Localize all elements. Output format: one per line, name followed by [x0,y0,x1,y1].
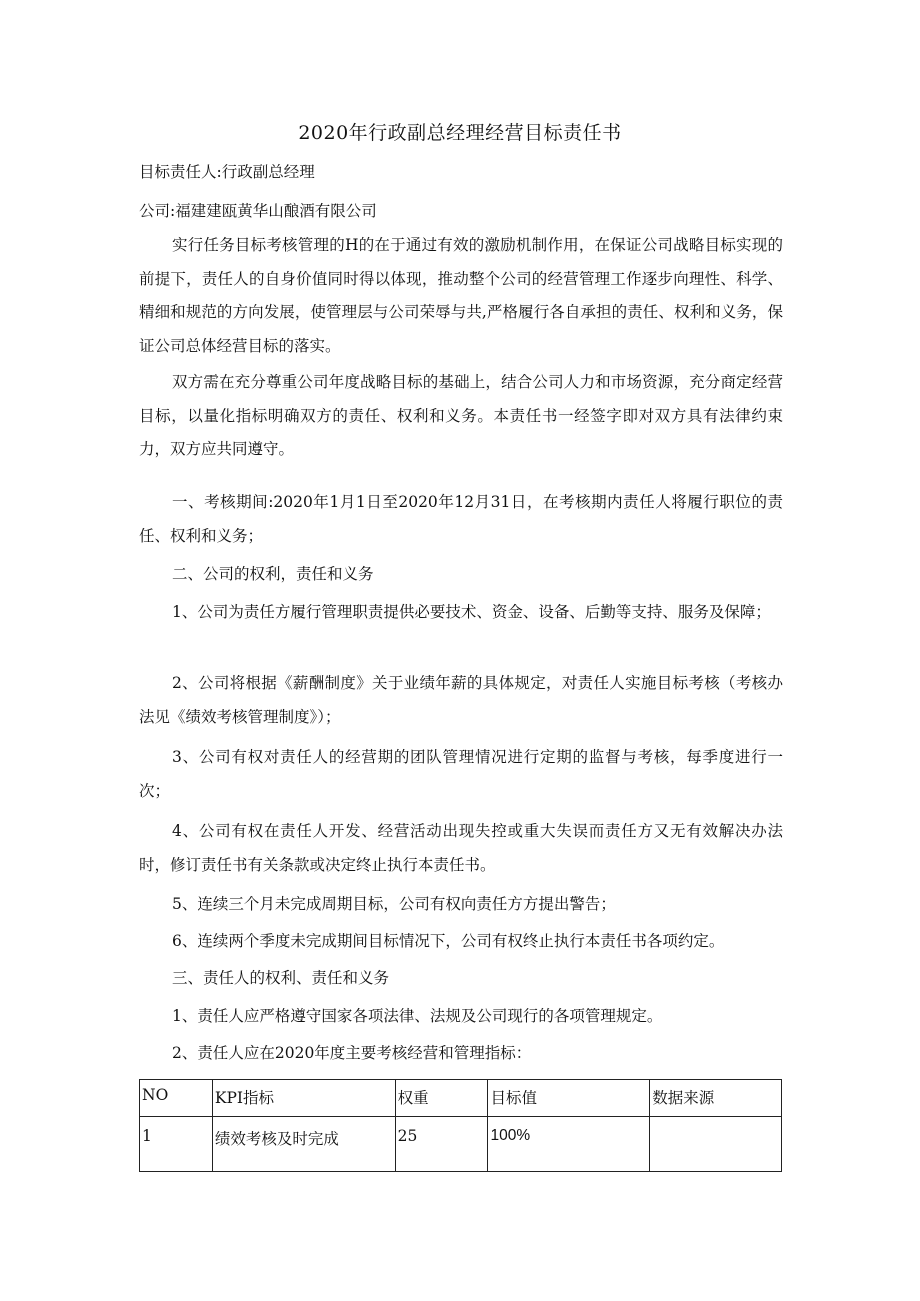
table-row [140,1117,782,1172]
kpi-cell-no: 1 [140,1117,213,1172]
section-heading-responsible: 三、责任人的权利、责任和义务 [172,969,390,987]
kpi-header-weight: 权重 [395,1080,488,1117]
kpi-header-no: NO [140,1080,213,1117]
responsible-clause-2: 2、责任人应在2020年度主要考核经营和管理指标： [172,1044,532,1062]
document-title: 2020年行政副总经理经营目标责任书 [298,122,622,144]
company-clause-6: 6、连续两个季度未完成期间目标情况下，公司有权终止执行本责任书各项约定。 [172,932,725,950]
kpi-cell-weight: 25 [395,1117,488,1172]
kpi-header-source: 数据来源 [650,1080,782,1117]
paragraph-mutual-agreement: 双方需在充分尊重公司年度战略目标的基础上，结合公司人力和市场资源，充分商定经营目标，以量化指标明确双方的责任、权利和义务。本责任书一经签字即对双方具有法律约束力，双方应共同遵守。 [139,373,783,458]
company-clause-3: 3、公司有权对责任人的经营期的团队管理情况进行定期的监督与考核，每季度进行一次； [139,748,783,800]
kpi-cell-source [650,1117,782,1172]
company-clause-5: 5、连续三个月未完成周期目标，公司有权向责任方方提出警告； [172,895,616,913]
company-line: 公司:福建建瓯黄华山酿酒有限公司 [139,202,377,220]
company-clause-1: 1、公司为责任方履行管理职责提供必要技术、资金、设备、后勤等支持、服务及保障； [172,603,771,621]
kpi-cell-indicator: 绩效考核及时完成 [212,1117,395,1172]
responsible-clause-1: 1、责任人应严格遵守国家各项法律、法规及公司现行的各项管理规定。 [172,1007,663,1025]
company-clause-2: 2、公司将根据《薪酬制度》关于业绩年薪的具体规定，对责任人实施目标考核（考核办法见《绩效考核管理制度》）； [139,674,783,726]
paragraph-assessment-period: 一、考核期间:2020年1月1日至2020年12月31日，在考核期内责任人将履行职位的责任、权利和义务； [139,493,783,545]
kpi-table-header-row [140,1080,782,1117]
paragraph-purpose: 实行任务目标考核管理的H的在于通过有效的激励机制作用，在保证公司战略目标实现的前提下，责任人的自身价值同时得以体现，推动整个公司的经营管理工作逐步向理性、科学、精细和规范的方向发展，使管理层与公司荣辱与共,严格履行各自承担的责任、权利和义务，保证公司总体经营目标的落实。 [139,236,783,355]
kpi-header-target: 目标值 [488,1080,650,1117]
responsible-person-line: 目标责任人:行政副总经理 [139,163,315,181]
kpi-header-indicator: KPI指标 [212,1080,395,1117]
kpi-cell-target: 100% [488,1117,650,1172]
section-heading-company: 二、公司的权利，责任和义务 [172,565,374,583]
company-clause-4: 4、公司有权在责任人开发、经营活动出现失控或重大失误而责任方又无有效解决办法时，修订责任书有关条款或决定终止执行本责任书。 [139,822,783,874]
kpi-table [139,1079,782,1172]
